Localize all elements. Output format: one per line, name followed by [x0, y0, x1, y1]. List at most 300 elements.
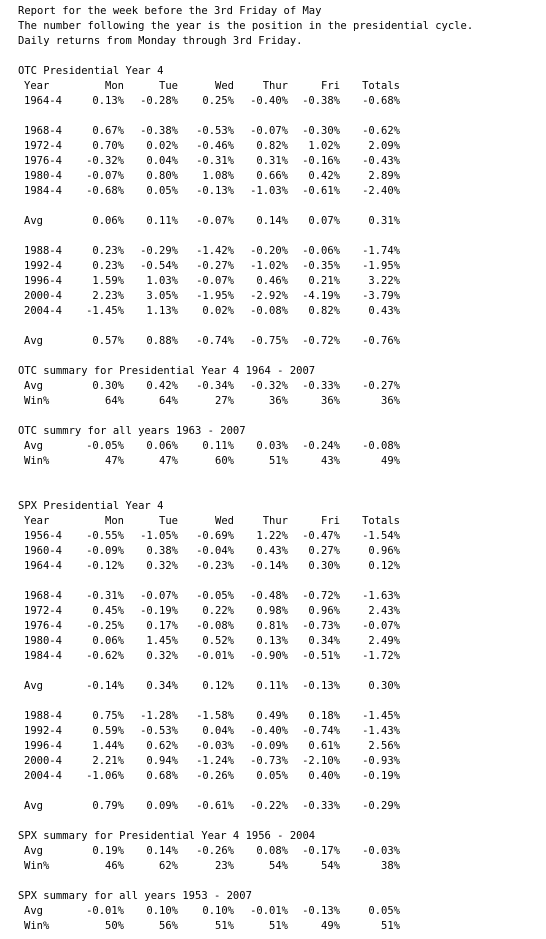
- cell: -0.07%: [196, 215, 234, 227]
- cell: 23%: [215, 860, 234, 872]
- cell: -1.63%: [362, 590, 400, 602]
- cell: 38%: [381, 860, 400, 872]
- cell: 1984-4: [24, 185, 62, 197]
- cell: -0.68%: [86, 185, 124, 197]
- cell: -0.25%: [86, 620, 124, 632]
- cell: 3.22%: [368, 275, 400, 287]
- cell: 51%: [269, 920, 288, 932]
- intro-line: Daily returns from Monday through 3rd Friday.: [18, 35, 303, 47]
- cell: 0.57%: [92, 335, 124, 347]
- cell: -0.76%: [362, 335, 400, 347]
- cell: Wed: [215, 515, 234, 527]
- cell: 0.09%: [146, 800, 178, 812]
- summary-title: SPX summary for Presidential Year 4 1956 - 2004: [18, 830, 316, 842]
- cell: -0.14%: [250, 560, 288, 572]
- cell: -1.28%: [140, 710, 178, 722]
- blank-line: [18, 814, 546, 829]
- blank-line: [18, 469, 546, 484]
- cell: -0.31%: [196, 155, 234, 167]
- cell: 36%: [321, 395, 340, 407]
- cell: -0.35%: [302, 260, 340, 272]
- table-row: [18, 544, 546, 559]
- cell: 2.56%: [368, 740, 400, 752]
- cell: -0.06%: [302, 245, 340, 257]
- cell: 0.11%: [256, 680, 288, 692]
- cell: 1980-4: [24, 170, 62, 182]
- cell: 1992-4: [24, 260, 62, 272]
- cell: 0.66%: [256, 170, 288, 182]
- cell: -1.45%: [362, 710, 400, 722]
- cell: 0.42%: [146, 380, 178, 392]
- cell: 0.25%: [202, 95, 234, 107]
- cell: Avg: [24, 440, 43, 452]
- cell: 36%: [269, 395, 288, 407]
- cell: Totals: [362, 80, 400, 92]
- table-row: [18, 754, 546, 769]
- cell: Win%: [24, 860, 50, 872]
- cell: -0.40%: [250, 95, 288, 107]
- blank-line: [18, 694, 546, 709]
- cell: 1996-4: [24, 275, 62, 287]
- blank-line: [18, 349, 546, 364]
- cell: Totals: [362, 515, 400, 527]
- intro-line: Report for the week before the 3rd Friday of May: [18, 5, 322, 17]
- cell: 0.05%: [256, 770, 288, 782]
- cell: -0.07%: [140, 590, 178, 602]
- table-row: [18, 274, 546, 289]
- cell: 0.96%: [368, 545, 400, 557]
- cell: 0.70%: [92, 140, 124, 152]
- summary-title: SPX summary for all years 1953 - 2007: [18, 890, 252, 902]
- cell: -0.29%: [362, 800, 400, 812]
- cell: Tue: [159, 515, 178, 527]
- cell: 0.32%: [146, 560, 178, 572]
- cell: 0.68%: [146, 770, 178, 782]
- cell: 0.88%: [146, 335, 178, 347]
- cell: 0.19%: [92, 845, 124, 857]
- cell: 0.12%: [368, 560, 400, 572]
- cell: -0.61%: [302, 185, 340, 197]
- cell: 1976-4: [24, 155, 62, 167]
- cell: 51%: [269, 455, 288, 467]
- cell: -3.79%: [362, 290, 400, 302]
- cell: -0.31%: [86, 590, 124, 602]
- table-row: [18, 709, 546, 724]
- cell: -0.93%: [362, 755, 400, 767]
- cell: 0.17%: [146, 620, 178, 632]
- cell: 2004-4: [24, 305, 62, 317]
- cell: -0.03%: [196, 740, 234, 752]
- table-row: [18, 559, 546, 574]
- table-row: [18, 619, 546, 634]
- cell: -0.17%: [302, 845, 340, 857]
- cell: 49%: [321, 920, 340, 932]
- cell: -0.07%: [362, 620, 400, 632]
- table-row: [18, 184, 546, 199]
- cell: 0.59%: [92, 725, 124, 737]
- cell: 1980-4: [24, 635, 62, 647]
- cell: 0.02%: [202, 305, 234, 317]
- cell: -0.09%: [86, 545, 124, 557]
- cell: -4.19%: [302, 290, 340, 302]
- cell: -0.55%: [86, 530, 124, 542]
- cell: 0.23%: [92, 245, 124, 257]
- cell: -0.26%: [196, 770, 234, 782]
- cell: 2.09%: [368, 140, 400, 152]
- table-row: [18, 139, 546, 154]
- cell: -0.04%: [196, 545, 234, 557]
- blank-line: [18, 49, 546, 64]
- cell: 0.61%: [308, 740, 340, 752]
- cell: 0.23%: [92, 260, 124, 272]
- cell: 1960-4: [24, 545, 62, 557]
- cell: -1.24%: [196, 755, 234, 767]
- cell: 0.49%: [256, 710, 288, 722]
- cell: -0.90%: [250, 650, 288, 662]
- cell: Win%: [24, 455, 50, 467]
- cell: -0.26%: [196, 845, 234, 857]
- cell: 0.32%: [146, 650, 178, 662]
- cell: Avg: [24, 215, 43, 227]
- section-title: SPX Presidential Year 4: [18, 500, 164, 512]
- avg-row: [18, 214, 546, 229]
- cell: 0.94%: [146, 755, 178, 767]
- cell: 1988-4: [24, 245, 62, 257]
- cell: 27%: [215, 395, 234, 407]
- cell: -0.08%: [250, 305, 288, 317]
- table-row: [18, 724, 546, 739]
- cell: 1992-4: [24, 725, 62, 737]
- cell: -0.07%: [196, 275, 234, 287]
- cell: Thur: [262, 515, 288, 527]
- table-row: [18, 94, 546, 109]
- cell: Year: [24, 80, 50, 92]
- cell: -0.32%: [250, 380, 288, 392]
- cell: -0.43%: [362, 155, 400, 167]
- cell: -0.40%: [250, 725, 288, 737]
- cell: 0.42%: [308, 170, 340, 182]
- cell: 0.30%: [92, 380, 124, 392]
- cell: -0.38%: [140, 125, 178, 137]
- cell: -0.12%: [86, 560, 124, 572]
- cell: 0.08%: [256, 845, 288, 857]
- blank-line: [18, 784, 546, 799]
- cell: -0.29%: [140, 245, 178, 257]
- cell: -0.28%: [140, 95, 178, 107]
- cell: -0.74%: [302, 725, 340, 737]
- cell: -0.54%: [140, 260, 178, 272]
- cell: -0.05%: [86, 440, 124, 452]
- cell: 0.12%: [202, 680, 234, 692]
- cell: -0.08%: [362, 440, 400, 452]
- cell: 0.34%: [308, 635, 340, 647]
- cell: 0.43%: [368, 305, 400, 317]
- cell: -0.30%: [302, 125, 340, 137]
- cell: 54%: [321, 860, 340, 872]
- cell: 0.13%: [92, 95, 124, 107]
- intro-line: The number following the year is the position in the presidential cycle.: [18, 20, 474, 32]
- blank-line: [18, 664, 546, 679]
- cell: 49%: [381, 455, 400, 467]
- cell: 1.59%: [92, 275, 124, 287]
- avg-row: [18, 334, 546, 349]
- cell: 2.23%: [92, 290, 124, 302]
- cell: -0.75%: [250, 335, 288, 347]
- cell: 0.96%: [308, 605, 340, 617]
- cell: 2.43%: [368, 605, 400, 617]
- table-row: [18, 589, 546, 604]
- cell: 0.82%: [308, 305, 340, 317]
- cell: 0.30%: [368, 680, 400, 692]
- cell: 2000-4: [24, 755, 62, 767]
- cell: -0.53%: [196, 125, 234, 137]
- cell: -0.13%: [196, 185, 234, 197]
- cell: Win%: [24, 920, 50, 932]
- cell: 1972-4: [24, 605, 62, 617]
- blank-line: [18, 574, 546, 589]
- cell: Fri: [321, 80, 340, 92]
- blank-line: [18, 484, 546, 499]
- cell: 0.27%: [308, 545, 340, 557]
- cell: 0.80%: [146, 170, 178, 182]
- table-row: [18, 259, 546, 274]
- cell: -0.03%: [362, 845, 400, 857]
- summary-row: [18, 919, 546, 934]
- cell: 62%: [159, 860, 178, 872]
- cell: -1.95%: [362, 260, 400, 272]
- cell: 0.06%: [92, 635, 124, 647]
- table-row: [18, 649, 546, 664]
- table-row: [18, 739, 546, 754]
- cell: 1976-4: [24, 620, 62, 632]
- cell: 2000-4: [24, 290, 62, 302]
- table-row: [18, 769, 546, 784]
- cell: 1968-4: [24, 125, 62, 137]
- cell: -0.62%: [86, 650, 124, 662]
- cell: 0.38%: [146, 545, 178, 557]
- cell: -1.95%: [196, 290, 234, 302]
- cell: -0.61%: [196, 800, 234, 812]
- cell: -0.05%: [196, 590, 234, 602]
- cell: 0.31%: [368, 215, 400, 227]
- cell: 50%: [105, 920, 124, 932]
- table-row: [18, 634, 546, 649]
- cell: 0.34%: [146, 680, 178, 692]
- table-row: [18, 604, 546, 619]
- summary-row: [18, 454, 546, 469]
- cell: 64%: [105, 395, 124, 407]
- header-row: [18, 514, 546, 529]
- cell: -0.01%: [86, 905, 124, 917]
- cell: -0.27%: [362, 380, 400, 392]
- cell: Thur: [262, 80, 288, 92]
- cell: 0.10%: [202, 905, 234, 917]
- cell: -0.33%: [302, 800, 340, 812]
- cell: Avg: [24, 380, 43, 392]
- table-row: [18, 244, 546, 259]
- cell: 1968-4: [24, 590, 62, 602]
- cell: Avg: [24, 845, 43, 857]
- cell: -0.19%: [362, 770, 400, 782]
- cell: -1.06%: [86, 770, 124, 782]
- cell: -0.68%: [362, 95, 400, 107]
- cell: 54%: [269, 860, 288, 872]
- cell: 0.45%: [92, 605, 124, 617]
- cell: 1.22%: [256, 530, 288, 542]
- cell: Mon: [105, 515, 124, 527]
- cell: -2.92%: [250, 290, 288, 302]
- cell: 1.02%: [308, 140, 340, 152]
- cell: -0.73%: [302, 620, 340, 632]
- cell: 1.45%: [146, 635, 178, 647]
- cell: 0.05%: [146, 185, 178, 197]
- cell: 2.21%: [92, 755, 124, 767]
- cell: 0.98%: [256, 605, 288, 617]
- cell: 2.49%: [368, 635, 400, 647]
- cell: -0.22%: [250, 800, 288, 812]
- cell: -0.73%: [250, 755, 288, 767]
- cell: 1956-4: [24, 530, 62, 542]
- cell: -0.38%: [302, 95, 340, 107]
- cell: -0.51%: [302, 650, 340, 662]
- cell: 0.31%: [256, 155, 288, 167]
- blank-line: [18, 409, 546, 424]
- cell: Avg: [24, 905, 43, 917]
- cell: -0.01%: [196, 650, 234, 662]
- cell: Fri: [321, 515, 340, 527]
- cell: 0.07%: [308, 215, 340, 227]
- cell: 0.14%: [256, 215, 288, 227]
- cell: -1.02%: [250, 260, 288, 272]
- avg-row: [18, 679, 546, 694]
- cell: -0.46%: [196, 140, 234, 152]
- table-row: [18, 529, 546, 544]
- cell: Wed: [215, 80, 234, 92]
- cell: -0.07%: [86, 170, 124, 182]
- cell: -0.16%: [302, 155, 340, 167]
- cell: -0.20%: [250, 245, 288, 257]
- cell: 0.04%: [202, 725, 234, 737]
- header-row: [18, 79, 546, 94]
- cell: 0.06%: [92, 215, 124, 227]
- cell: -2.10%: [302, 755, 340, 767]
- summary-row: [18, 379, 546, 394]
- cell: -0.72%: [302, 590, 340, 602]
- cell: 60%: [215, 455, 234, 467]
- cell: 1964-4: [24, 95, 62, 107]
- cell: 47%: [105, 455, 124, 467]
- cell: 0.10%: [146, 905, 178, 917]
- cell: 64%: [159, 395, 178, 407]
- cell: 0.11%: [202, 440, 234, 452]
- cell: -0.01%: [250, 905, 288, 917]
- cell: Mon: [105, 80, 124, 92]
- cell: 0.14%: [146, 845, 178, 857]
- cell: -0.09%: [250, 740, 288, 752]
- cell: -0.13%: [302, 680, 340, 692]
- cell: 2.89%: [368, 170, 400, 182]
- cell: 0.75%: [92, 710, 124, 722]
- cell: -0.69%: [196, 530, 234, 542]
- cell: 0.18%: [308, 710, 340, 722]
- cell: 0.06%: [146, 440, 178, 452]
- cell: 46%: [105, 860, 124, 872]
- cell: -0.08%: [196, 620, 234, 632]
- cell: 1996-4: [24, 740, 62, 752]
- cell: -2.40%: [362, 185, 400, 197]
- cell: 0.30%: [308, 560, 340, 572]
- blank-line: [18, 229, 546, 244]
- cell: 0.02%: [146, 140, 178, 152]
- cell: 0.21%: [308, 275, 340, 287]
- cell: -1.03%: [250, 185, 288, 197]
- cell: 0.82%: [256, 140, 288, 152]
- table-row: [18, 304, 546, 319]
- cell: 36%: [381, 395, 400, 407]
- cell: -1.43%: [362, 725, 400, 737]
- cell: 0.79%: [92, 800, 124, 812]
- cell: -1.05%: [140, 530, 178, 542]
- section-title: OTC Presidential Year 4: [18, 65, 164, 77]
- cell: 1984-4: [24, 650, 62, 662]
- summary-title: OTC summary for Presidential Year 4 1964 - 2007: [18, 365, 316, 377]
- cell: 0.22%: [202, 605, 234, 617]
- cell: -0.24%: [302, 440, 340, 452]
- cell: 43%: [321, 455, 340, 467]
- cell: 0.67%: [92, 125, 124, 137]
- cell: Year: [24, 515, 50, 527]
- cell: 1972-4: [24, 140, 62, 152]
- cell: 0.43%: [256, 545, 288, 557]
- blank-line: [18, 199, 546, 214]
- cell: -1.58%: [196, 710, 234, 722]
- cell: -0.72%: [302, 335, 340, 347]
- cell: -0.23%: [196, 560, 234, 572]
- cell: -1.72%: [362, 650, 400, 662]
- summary-row: [18, 439, 546, 454]
- cell: -0.07%: [250, 125, 288, 137]
- table-row: [18, 289, 546, 304]
- blank-line: [18, 109, 546, 124]
- summary-row: [18, 904, 546, 919]
- cell: 0.52%: [202, 635, 234, 647]
- cell: -0.74%: [196, 335, 234, 347]
- table-row: [18, 124, 546, 139]
- cell: 3.05%: [146, 290, 178, 302]
- cell: 1.44%: [92, 740, 124, 752]
- cell: -1.45%: [86, 305, 124, 317]
- summary-title: OTC summry for all years 1963 - 2007: [18, 425, 246, 437]
- cell: -0.53%: [140, 725, 178, 737]
- avg-row: [18, 799, 546, 814]
- cell: 0.13%: [256, 635, 288, 647]
- cell: 1964-4: [24, 560, 62, 572]
- cell: -0.19%: [140, 605, 178, 617]
- cell: Avg: [24, 335, 43, 347]
- cell: 0.46%: [256, 275, 288, 287]
- blank-line: [18, 874, 546, 889]
- cell: 56%: [159, 920, 178, 932]
- summary-row: [18, 844, 546, 859]
- cell: 51%: [381, 920, 400, 932]
- cell: 1988-4: [24, 710, 62, 722]
- cell: -0.32%: [86, 155, 124, 167]
- cell: 0.04%: [146, 155, 178, 167]
- cell: Avg: [24, 800, 43, 812]
- cell: -0.47%: [302, 530, 340, 542]
- cell: 0.62%: [146, 740, 178, 752]
- cell: -0.27%: [196, 260, 234, 272]
